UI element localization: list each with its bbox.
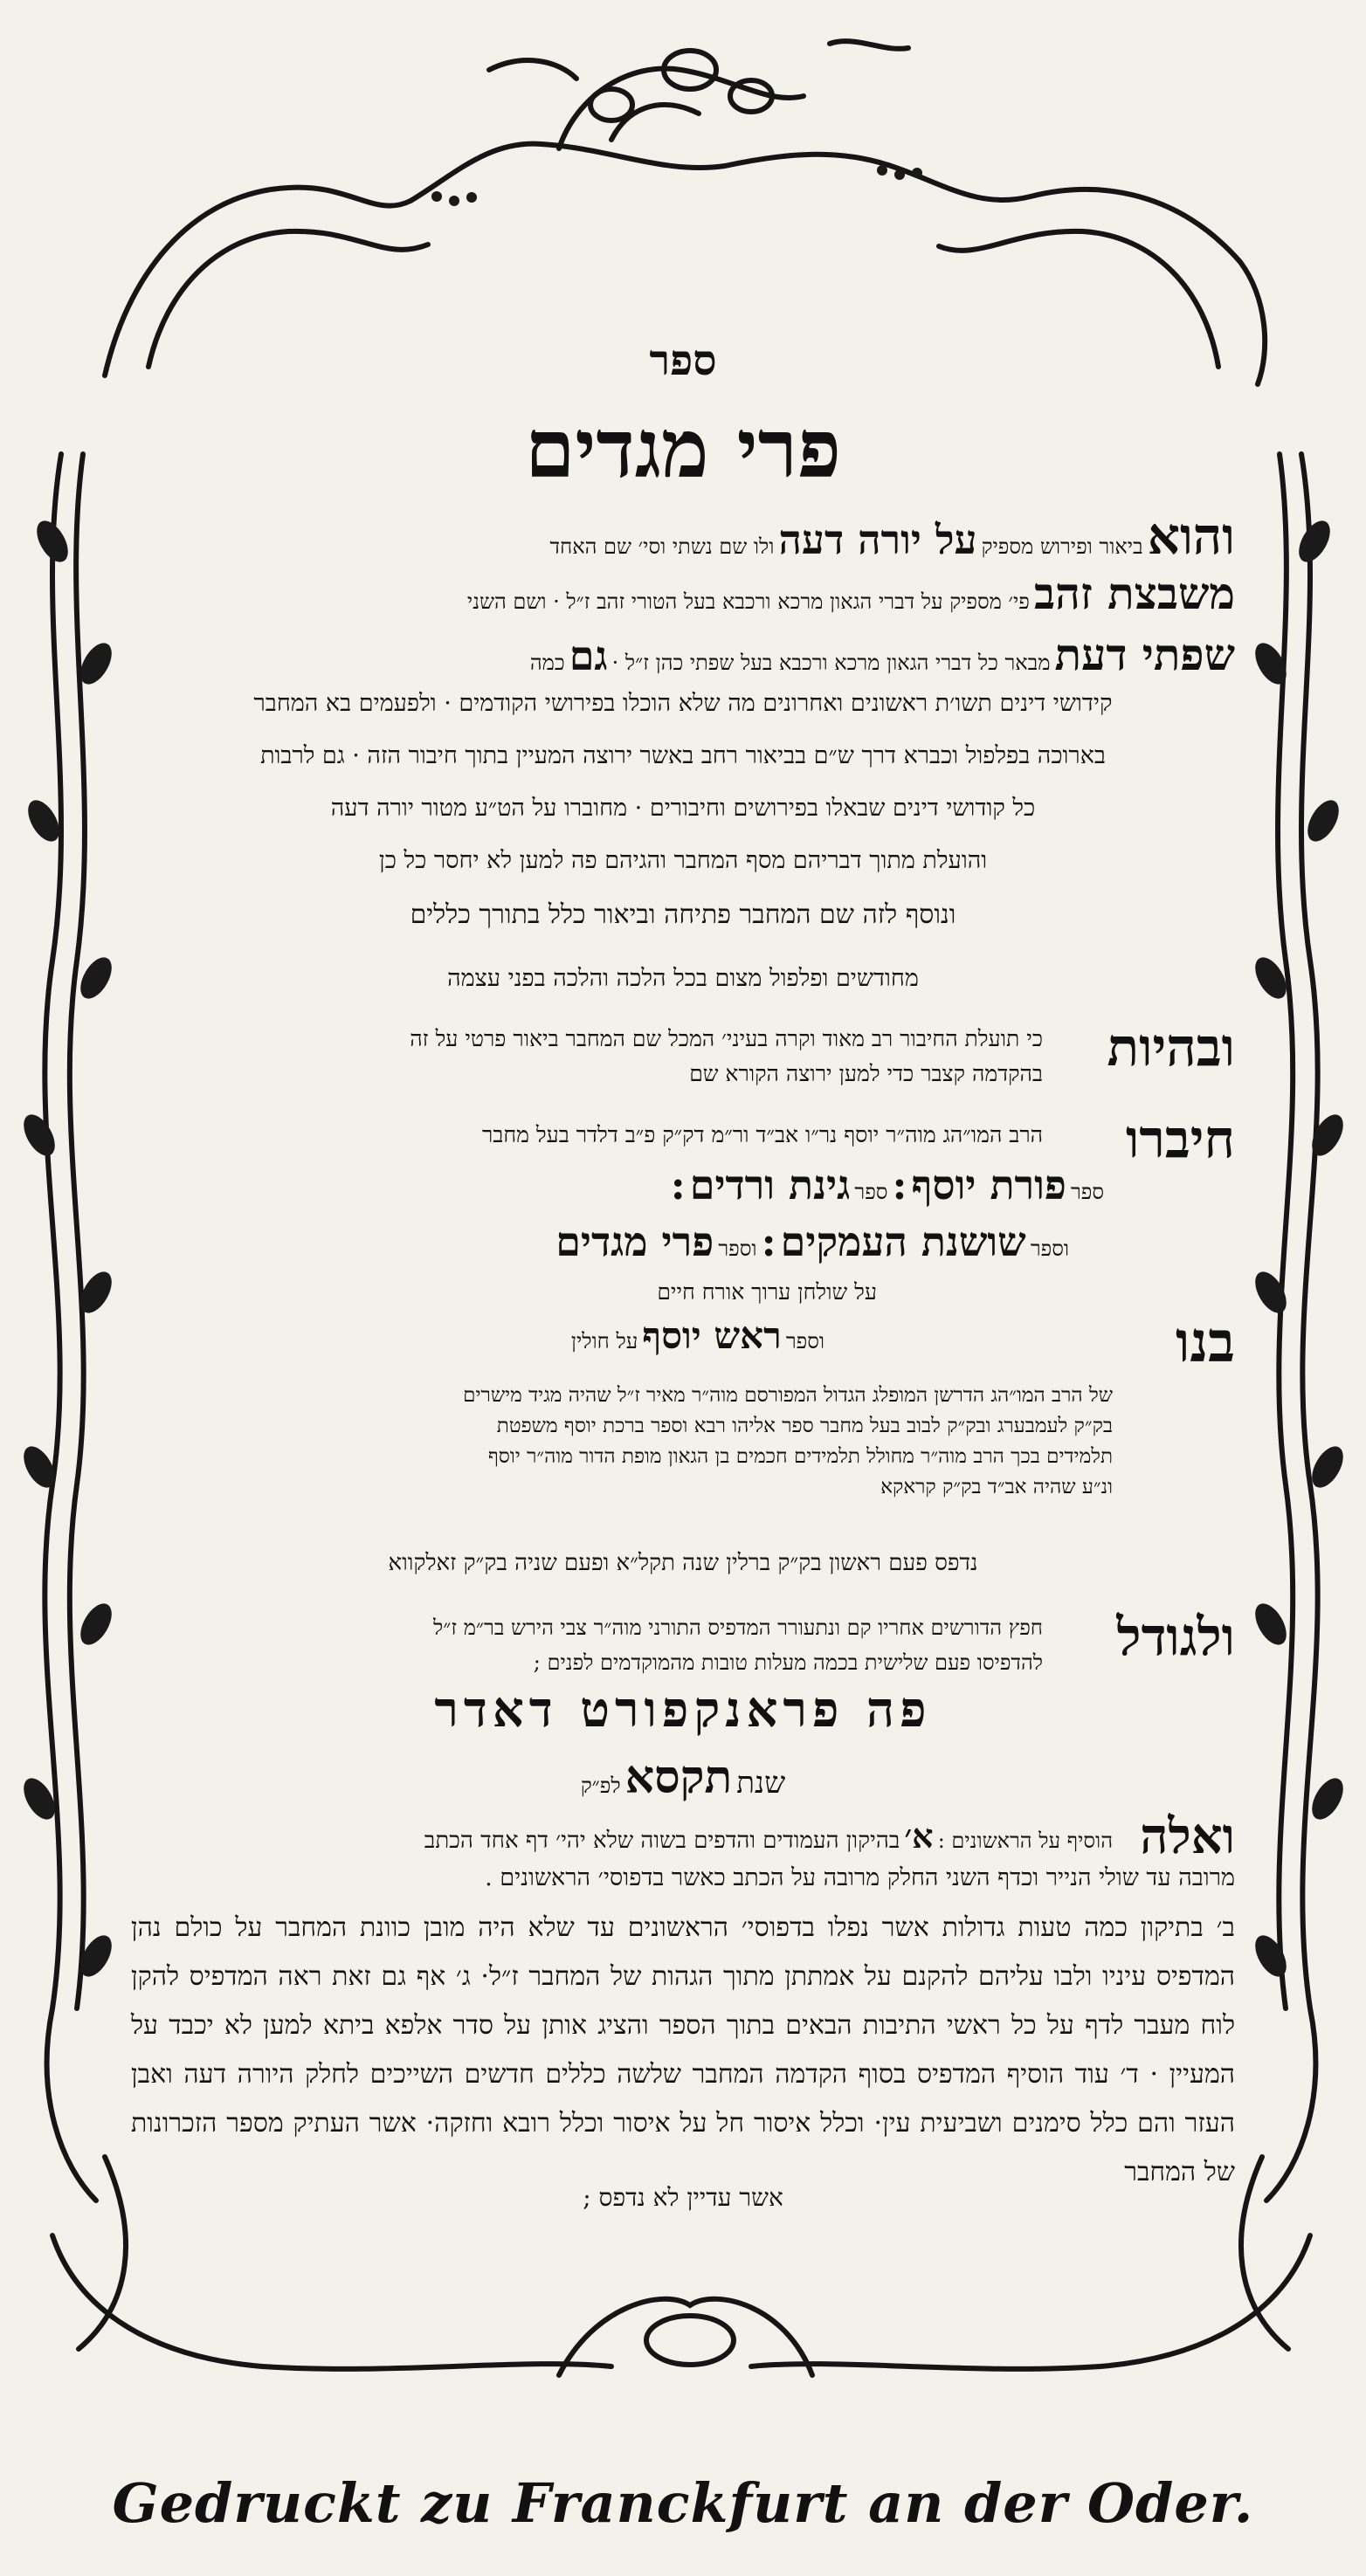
chibru-lead: חיברו	[1126, 1109, 1235, 1170]
book2-prefix: ספר	[854, 1180, 888, 1204]
chibru-books-1: ספר פורת יוסף : ספר גינת ורדים :	[670, 1161, 1104, 1209]
uvehavot-line-2: בהקדמה קצבר כדי למען ירוצה הקורא שם	[689, 1061, 1043, 1086]
book-shoshanat-haamakim: שושנת העמקים	[780, 1218, 1026, 1265]
print-place: פה פראנקפורט דאדר	[434, 1681, 932, 1739]
intro-line-3	[530, 629, 1235, 680]
vaele-lead: ואלה	[1140, 1808, 1235, 1865]
book-rosh-yosef: ראש יוסף	[642, 1314, 782, 1357]
intro-line3-tail: כמה	[529, 651, 565, 675]
chibru-line-3: על שולחן ערוך אורח חיים	[657, 1279, 877, 1305]
vaele-line-2: מרובה עד שולי הנייר וכדף השני החלק מרובה על הכתב כאשר בדפוסי׳ הראשונים .	[485, 1864, 1235, 1891]
vaele-last: אשר עדיין לא נדפס ;	[583, 2183, 783, 2212]
bnei-line-4: ונ״ע שהיה אב״ד בק״ק קראקא	[880, 1476, 1113, 1498]
uvehavot-line-1: כי תועלת החיבור רב מאוד וקרה בעיני׳ המכל שם המחבר ביאור פרטי על זה	[410, 1026, 1043, 1051]
vaele-paragraph: ב׳ בתיקון כמה טעות גדולות אשר נפלו בדפוסי׳ הראשונים עד שלא היה מובן כוונת המחבר על כולם נהן המדפיס עיניו ולבו עליהם להקנם על אמתתן מתוך הגהות של המחבר ז״ל· ג׳ אף גם זאת ראה המדפיס להקן לוח מעבר לדף על כל ראשי התיבות הבאים בתוך הספר והציג אותן על סדר אלפא ביתא למען לא יכבד על המעיין · ד׳ עוד הוסיף המדפיס בסוף הקדמה המחבר שלשה כללים חדשים השייכים לחלק היורה דעה ואבן העזר והם כלל סימנים ושביעית עין· וכלל איסור חל על איסור וכלל רובא וחזקה· אשר העתיק מספר הזכרונות של המחבר	[131, 1912, 1235, 2187]
vaele-line-1	[424, 1816, 1113, 1856]
book5-prefix: וספר	[785, 1329, 824, 1353]
year-prefix: שנת	[736, 1766, 786, 1801]
book5-suffix: על חולין	[570, 1329, 638, 1353]
printing-note: נדפס פעם ראשון בק״ק ברלין שנה תקל״א ופעם שניה בק״ק זאלקווא	[388, 1550, 978, 1576]
chibru-books-3	[571, 1314, 824, 1358]
intro-line-6: כל קודושי דינים שבאלו בפירושים וחיבורים · מחוברו על הט״ע מטור יורה דעה	[330, 795, 1036, 822]
siftei-daat: שפתי דעת	[1054, 629, 1235, 680]
velagodel-line-1: חפץ הדורשים אחריו קם ונתעורר המדפיס התורני מוה״ר צבי הירש בר״מ ז״ל	[433, 1615, 1043, 1640]
bnei-line-1: של הרב המו״הג הדרשן המופלג הגדול המפורסם מוה״ר מאיר ז״ל שהיה מגיד מישרים	[463, 1384, 1113, 1407]
intro-line-1	[549, 506, 1235, 566]
velagodel-lead: ולגודל	[1116, 1607, 1235, 1668]
intro-line-8: ונוסף לזה שם המחבר פתיחה וביאור כלל בתורך כללים	[410, 899, 956, 930]
intro-line2-small: פי׳ מספיק על דברי הגאון מרכא ורכבא בעל הטורי זהב ז״ל · ושם השני	[466, 589, 1030, 614]
uvehavot-lead: ובהיות	[1107, 1017, 1235, 1078]
intro-line-9: מחודשים ופלפול מצום בכל הלכה והלכה בפני עצמה	[447, 965, 919, 992]
book-ginat-veradim: גינת ורדים	[689, 1161, 851, 1209]
vaele-line1-small: הוסיף על הראשונים :	[937, 1829, 1113, 1853]
year-suffix: לפ״ק	[580, 1774, 621, 1798]
intro-line-4: קידושי דינים תשו׳ת ראשונים ואחרונים מה שלא הוכלו בפירושי הקודמים · ולפעמים בא המחבר	[253, 690, 1113, 717]
intro-line-7: והועלת מתוך דבריהם מסף המחבר והגיהם פה למען לא יחסר כל כן	[378, 847, 988, 874]
chibru-line-1: הרב המו״הג מוה״ר יוסף נר״ו אב״ד ור״מ דק״ק פ״ב דלדר בעל מחבר	[482, 1122, 1043, 1147]
vaele-line1-rest: בהיקון העמודים והדפים בשוה שלא יהי׳ דף אחד הכתב	[424, 1828, 900, 1854]
vaele-line1-a: א׳	[904, 1816, 934, 1856]
intro-line-5: בארוכה בפלפול וכברא דרך ש״ם בביאור רחב באשר ירוצה המעיין בתוך חיבור הזה · גם לרבות	[260, 742, 1106, 769]
intro-line3-small: מבאר כל דברי הגאון מרכא ורכבא בעל שפתי כהן ז״ל ·	[611, 651, 1051, 675]
intro-line-2	[467, 568, 1235, 619]
book4-prefix: וספר	[718, 1236, 757, 1261]
book3-prefix: וספר	[1030, 1236, 1069, 1261]
intro-line1-small-b: ולו שם נשתי וסי׳ שם האחד	[549, 534, 775, 559]
bnei-line-3: תלמידים בכך הרב מוה״ר מחולל תלמידים חכמים בן הגאון מופת הדור מוה״ר יוסף	[487, 1445, 1113, 1468]
bnei-lead: בנו	[1175, 1310, 1235, 1375]
title-sefer: ספר	[649, 336, 717, 385]
book1-prefix: ספר	[1070, 1180, 1104, 1204]
bnei-line-2: בק״ק לעמבערג ובק״ק לבוב בעל מחבר ספר אליהו רבא וספר ברכת יוסף משפטת	[496, 1415, 1113, 1437]
year-value: תקסא	[624, 1751, 733, 1804]
intro-line1-small-a: ביאור ופירוש מספיק	[981, 534, 1143, 559]
book-pri-megadim: פרי מגדים	[555, 1218, 714, 1265]
book-porat-yosef: פורת יוסף	[911, 1161, 1066, 1209]
chibru-books-2: וספר שושנת העמקים : וספר פרי מגדים	[555, 1218, 1069, 1265]
intro-line3-gam: גם	[569, 632, 608, 679]
mishbetzot-zahav: משבצת זהב	[1033, 568, 1235, 619]
book-title: פרי מגדים	[524, 402, 842, 496]
intro-lead: והוא	[1147, 506, 1235, 566]
print-year	[0, 1751, 1366, 1804]
colophon: Gedruckt zu Franckfurt an der Oder.	[112, 2471, 1254, 2535]
velagodel-line-2: להדפיסו פעם שלישית בכמה מעלות טובות מהמוקדמים לפנים ;	[533, 1650, 1043, 1675]
intro-line1-big: על יורה דעה	[778, 516, 977, 563]
